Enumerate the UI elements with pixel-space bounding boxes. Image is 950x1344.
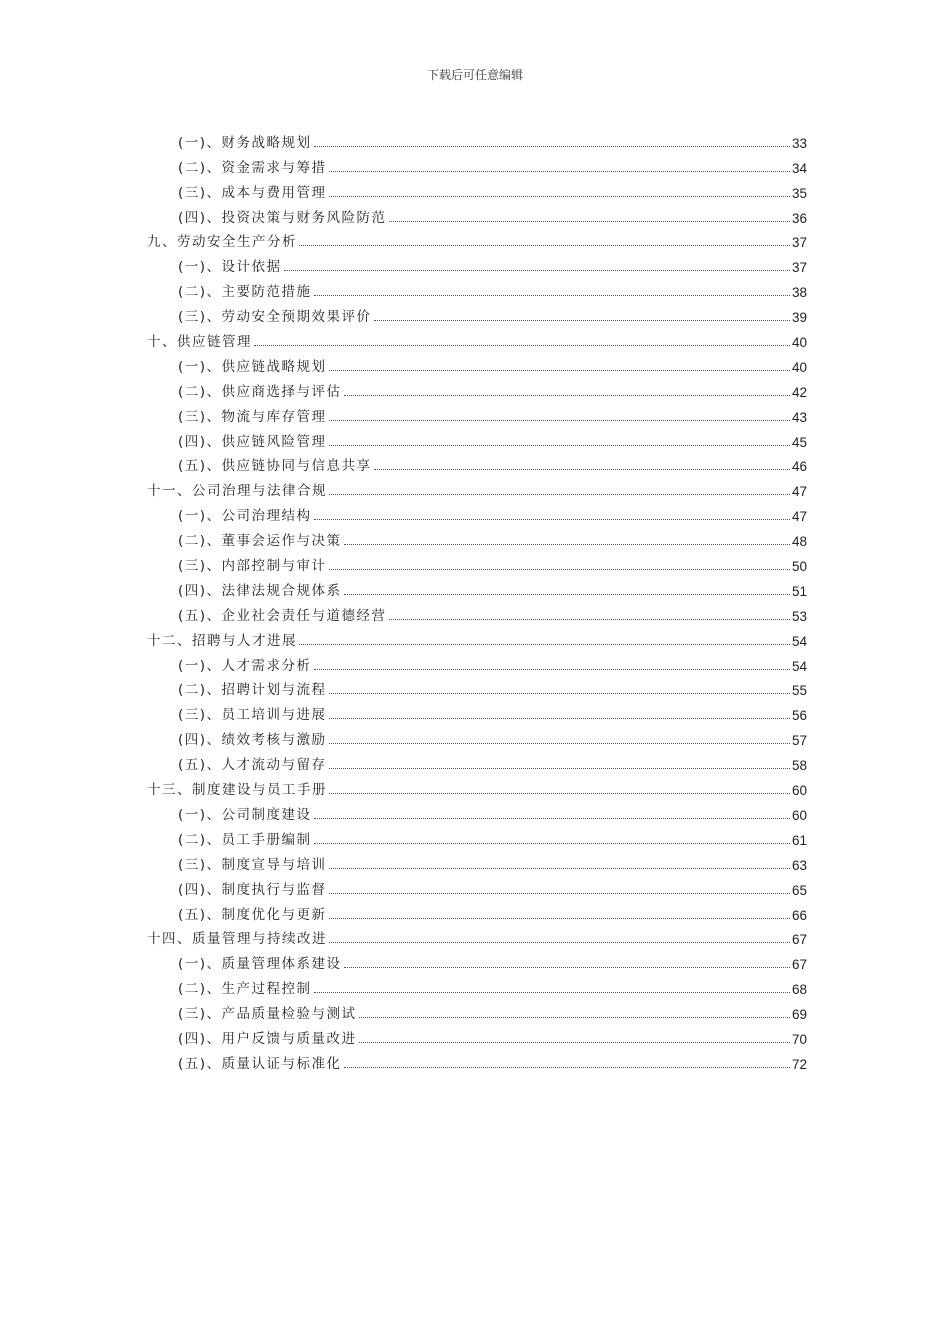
toc-page-number: 63 <box>791 857 807 873</box>
toc-page-number: 72 <box>791 1056 807 1072</box>
toc-dot-leader <box>329 743 790 744</box>
toc-dot-leader <box>299 644 790 645</box>
toc-entry-title: (三)、制度宣导与培训 <box>178 856 327 873</box>
toc-entry-title: (一)、人才需求分析 <box>178 657 312 674</box>
toc-entry-title: (五)、人才流动与留存 <box>178 757 327 774</box>
toc-entry-title: (一)、公司制度建设 <box>178 806 312 823</box>
toc-chapter-entry[interactable] <box>147 325 807 350</box>
toc-dot-leader <box>344 1067 790 1068</box>
toc-section-entry[interactable] <box>147 748 807 773</box>
toc-section-entry[interactable] <box>147 674 807 699</box>
toc-dot-leader <box>329 893 790 894</box>
toc-page-number: 38 <box>791 285 807 301</box>
toc-section-entry[interactable] <box>147 1022 807 1047</box>
toc-page-number: 58 <box>791 758 807 774</box>
toc-entry-title: (三)、成本与费用管理 <box>178 184 327 201</box>
toc-dot-leader <box>299 245 790 246</box>
toc-dot-leader <box>344 967 790 968</box>
toc-page-number: 67 <box>791 957 807 973</box>
toc-page-number: 54 <box>791 658 807 674</box>
toc-entry-title: (二)、招聘计划与流程 <box>178 682 327 699</box>
toc-page-number: 61 <box>791 832 807 848</box>
table-of-contents <box>147 126 807 1072</box>
toc-page-number: 37 <box>791 235 807 251</box>
toc-page-number: 36 <box>791 210 807 226</box>
toc-page-number: 37 <box>791 260 807 276</box>
toc-entry-title: (五)、供应链协同与信息共享 <box>178 458 372 475</box>
toc-entry-title: (二)、主要防范措施 <box>178 284 312 301</box>
toc-page-number: 34 <box>791 160 807 176</box>
toc-chapter-entry[interactable] <box>147 624 807 649</box>
toc-section-entry[interactable] <box>147 997 807 1022</box>
toc-chapter-entry[interactable] <box>147 474 807 499</box>
toc-section-entry[interactable] <box>147 698 807 723</box>
toc-dot-leader <box>389 221 790 222</box>
toc-dot-leader <box>329 693 790 694</box>
toc-dot-leader <box>329 793 790 794</box>
toc-page-number: 46 <box>791 459 807 475</box>
toc-page-number: 56 <box>791 708 807 724</box>
toc-dot-leader <box>344 544 790 545</box>
toc-entry-title: (二)、资金需求与筹措 <box>178 159 327 176</box>
toc-page-number: 70 <box>791 1031 807 1047</box>
toc-page-number: 66 <box>791 907 807 923</box>
toc-section-entry[interactable] <box>147 723 807 748</box>
toc-entry-title: (一)、公司治理结构 <box>178 508 312 525</box>
toc-page-number: 68 <box>791 982 807 998</box>
toc-page-number: 54 <box>791 633 807 649</box>
toc-dot-leader <box>329 370 790 371</box>
toc-page-number: 60 <box>791 783 807 799</box>
toc-dot-leader <box>374 320 790 321</box>
toc-page-number: 33 <box>791 135 807 151</box>
toc-dot-leader <box>374 469 790 470</box>
toc-dot-leader <box>329 918 790 919</box>
toc-dot-leader <box>329 942 790 943</box>
toc-entry-title: (五)、制度优化与更新 <box>178 906 327 923</box>
toc-section-entry[interactable] <box>147 549 807 574</box>
toc-section-entry[interactable] <box>147 126 807 151</box>
toc-entry-title: (一)、质量管理体系建设 <box>178 956 342 973</box>
toc-section-entry[interactable] <box>147 450 807 475</box>
toc-dot-leader <box>254 345 790 346</box>
toc-page-number: 57 <box>791 733 807 749</box>
toc-section-entry[interactable] <box>147 250 807 275</box>
toc-chapter-entry[interactable] <box>147 773 807 798</box>
toc-section-entry[interactable] <box>147 151 807 176</box>
toc-section-entry[interactable] <box>147 275 807 300</box>
toc-section-entry[interactable] <box>147 400 807 425</box>
toc-page-number: 53 <box>791 608 807 624</box>
toc-entry-title: (一)、供应链战略规划 <box>178 358 327 375</box>
toc-section-entry[interactable] <box>147 972 807 997</box>
toc-section-entry[interactable] <box>147 524 807 549</box>
toc-section-entry[interactable] <box>147 823 807 848</box>
toc-entry-title: (四)、供应链风险管理 <box>178 433 327 450</box>
toc-page-number: 43 <box>791 409 807 425</box>
toc-dot-leader <box>314 519 790 520</box>
toc-section-entry[interactable] <box>147 574 807 599</box>
toc-entry-title: 十三、制度建设与员工手册 <box>147 782 327 799</box>
toc-dot-leader <box>359 1017 790 1018</box>
toc-page-number: 35 <box>791 185 807 201</box>
toc-entry-title: (四)、法律法规合规体系 <box>178 582 342 599</box>
toc-page-number: 47 <box>791 484 807 500</box>
toc-entry-title: (一)、设计依据 <box>178 259 282 276</box>
toc-dot-leader <box>314 818 790 819</box>
toc-dot-leader <box>284 270 790 271</box>
toc-dot-leader <box>314 843 790 844</box>
toc-dot-leader <box>329 494 790 495</box>
toc-section-entry[interactable] <box>147 947 807 972</box>
toc-entry-title: (一)、财务战略规划 <box>178 134 312 151</box>
toc-entry-title: 九、劳动安全生产分析 <box>147 234 297 251</box>
toc-page-number: 60 <box>791 807 807 823</box>
toc-page-number: 69 <box>791 1007 807 1023</box>
toc-entry-title: (三)、劳动安全预期效果评价 <box>178 309 372 326</box>
toc-chapter-entry[interactable] <box>147 226 807 251</box>
toc-section-entry[interactable] <box>147 649 807 674</box>
toc-entry-title: 十二、招聘与人才进展 <box>147 632 297 649</box>
toc-section-entry[interactable] <box>147 798 807 823</box>
toc-entry-title: (四)、制度执行与监督 <box>178 881 327 898</box>
toc-page-number: 39 <box>791 310 807 326</box>
toc-section-entry[interactable] <box>147 1047 807 1072</box>
toc-page-number: 55 <box>791 683 807 699</box>
toc-dot-leader <box>329 768 790 769</box>
toc-dot-leader <box>329 171 790 172</box>
toc-page-number: 51 <box>791 583 807 599</box>
toc-section-entry[interactable] <box>147 499 807 524</box>
toc-section-entry[interactable] <box>147 300 807 325</box>
toc-dot-leader <box>314 146 790 147</box>
toc-dot-leader <box>344 594 790 595</box>
toc-entry-title: (五)、质量认证与标准化 <box>178 1055 342 1072</box>
toc-section-entry[interactable] <box>147 848 807 873</box>
toc-dot-leader <box>314 295 790 296</box>
toc-section-entry[interactable] <box>147 201 807 226</box>
toc-entry-title: 十一、公司治理与法律合规 <box>147 483 327 500</box>
toc-dot-leader <box>329 196 790 197</box>
toc-entry-title: (四)、用户反馈与质量改进 <box>178 1030 357 1047</box>
toc-dot-leader <box>314 992 790 993</box>
toc-page-number: 47 <box>791 509 807 525</box>
toc-dot-leader <box>389 619 790 620</box>
toc-entry-title: (三)、员工培训与进展 <box>178 707 327 724</box>
toc-entry-title: (五)、企业社会责任与道德经营 <box>178 607 387 624</box>
toc-page-number: 67 <box>791 932 807 948</box>
toc-dot-leader <box>359 1042 790 1043</box>
toc-section-entry[interactable] <box>147 176 807 201</box>
toc-dot-leader <box>329 868 790 869</box>
toc-entry-title: 十四、质量管理与持续改进 <box>147 931 327 948</box>
toc-entry-title: (二)、董事会运作与决策 <box>178 533 342 550</box>
toc-section-entry[interactable] <box>147 873 807 898</box>
toc-page-number: 40 <box>791 359 807 375</box>
toc-dot-leader <box>329 420 790 421</box>
toc-dot-leader <box>329 569 790 570</box>
toc-page-number: 48 <box>791 534 807 550</box>
toc-page-number: 65 <box>791 882 807 898</box>
toc-entry-title: (二)、供应商选择与评估 <box>178 383 342 400</box>
toc-dot-leader <box>314 669 790 670</box>
toc-page-number: 50 <box>791 559 807 575</box>
toc-entry-title: (二)、员工手册编制 <box>178 831 312 848</box>
toc-page-number: 45 <box>791 434 807 450</box>
toc-entry-title: (三)、物流与库存管理 <box>178 408 327 425</box>
toc-entry-title: (三)、产品质量检验与测试 <box>178 1006 357 1023</box>
toc-entry-title: (四)、投资决策与财务风险防范 <box>178 209 387 226</box>
toc-entry-title: 十、供应链管理 <box>147 334 252 351</box>
toc-section-entry[interactable] <box>147 599 807 624</box>
toc-page-number: 40 <box>791 335 807 351</box>
toc-section-entry[interactable] <box>147 350 807 375</box>
toc-dot-leader <box>344 395 790 396</box>
toc-entry-title: (四)、绩效考核与激励 <box>178 732 327 749</box>
page-header: 下载后可任意编辑 <box>426 68 523 82</box>
toc-entry-title: (二)、生产过程控制 <box>178 981 312 998</box>
toc-chapter-entry[interactable] <box>147 923 807 948</box>
toc-dot-leader <box>329 718 790 719</box>
toc-section-entry[interactable] <box>147 375 807 400</box>
toc-page-number: 42 <box>791 384 807 400</box>
toc-dot-leader <box>329 445 790 446</box>
toc-entry-title: (三)、内部控制与审计 <box>178 558 327 575</box>
toc-section-entry[interactable] <box>147 898 807 923</box>
toc-section-entry[interactable] <box>147 425 807 450</box>
